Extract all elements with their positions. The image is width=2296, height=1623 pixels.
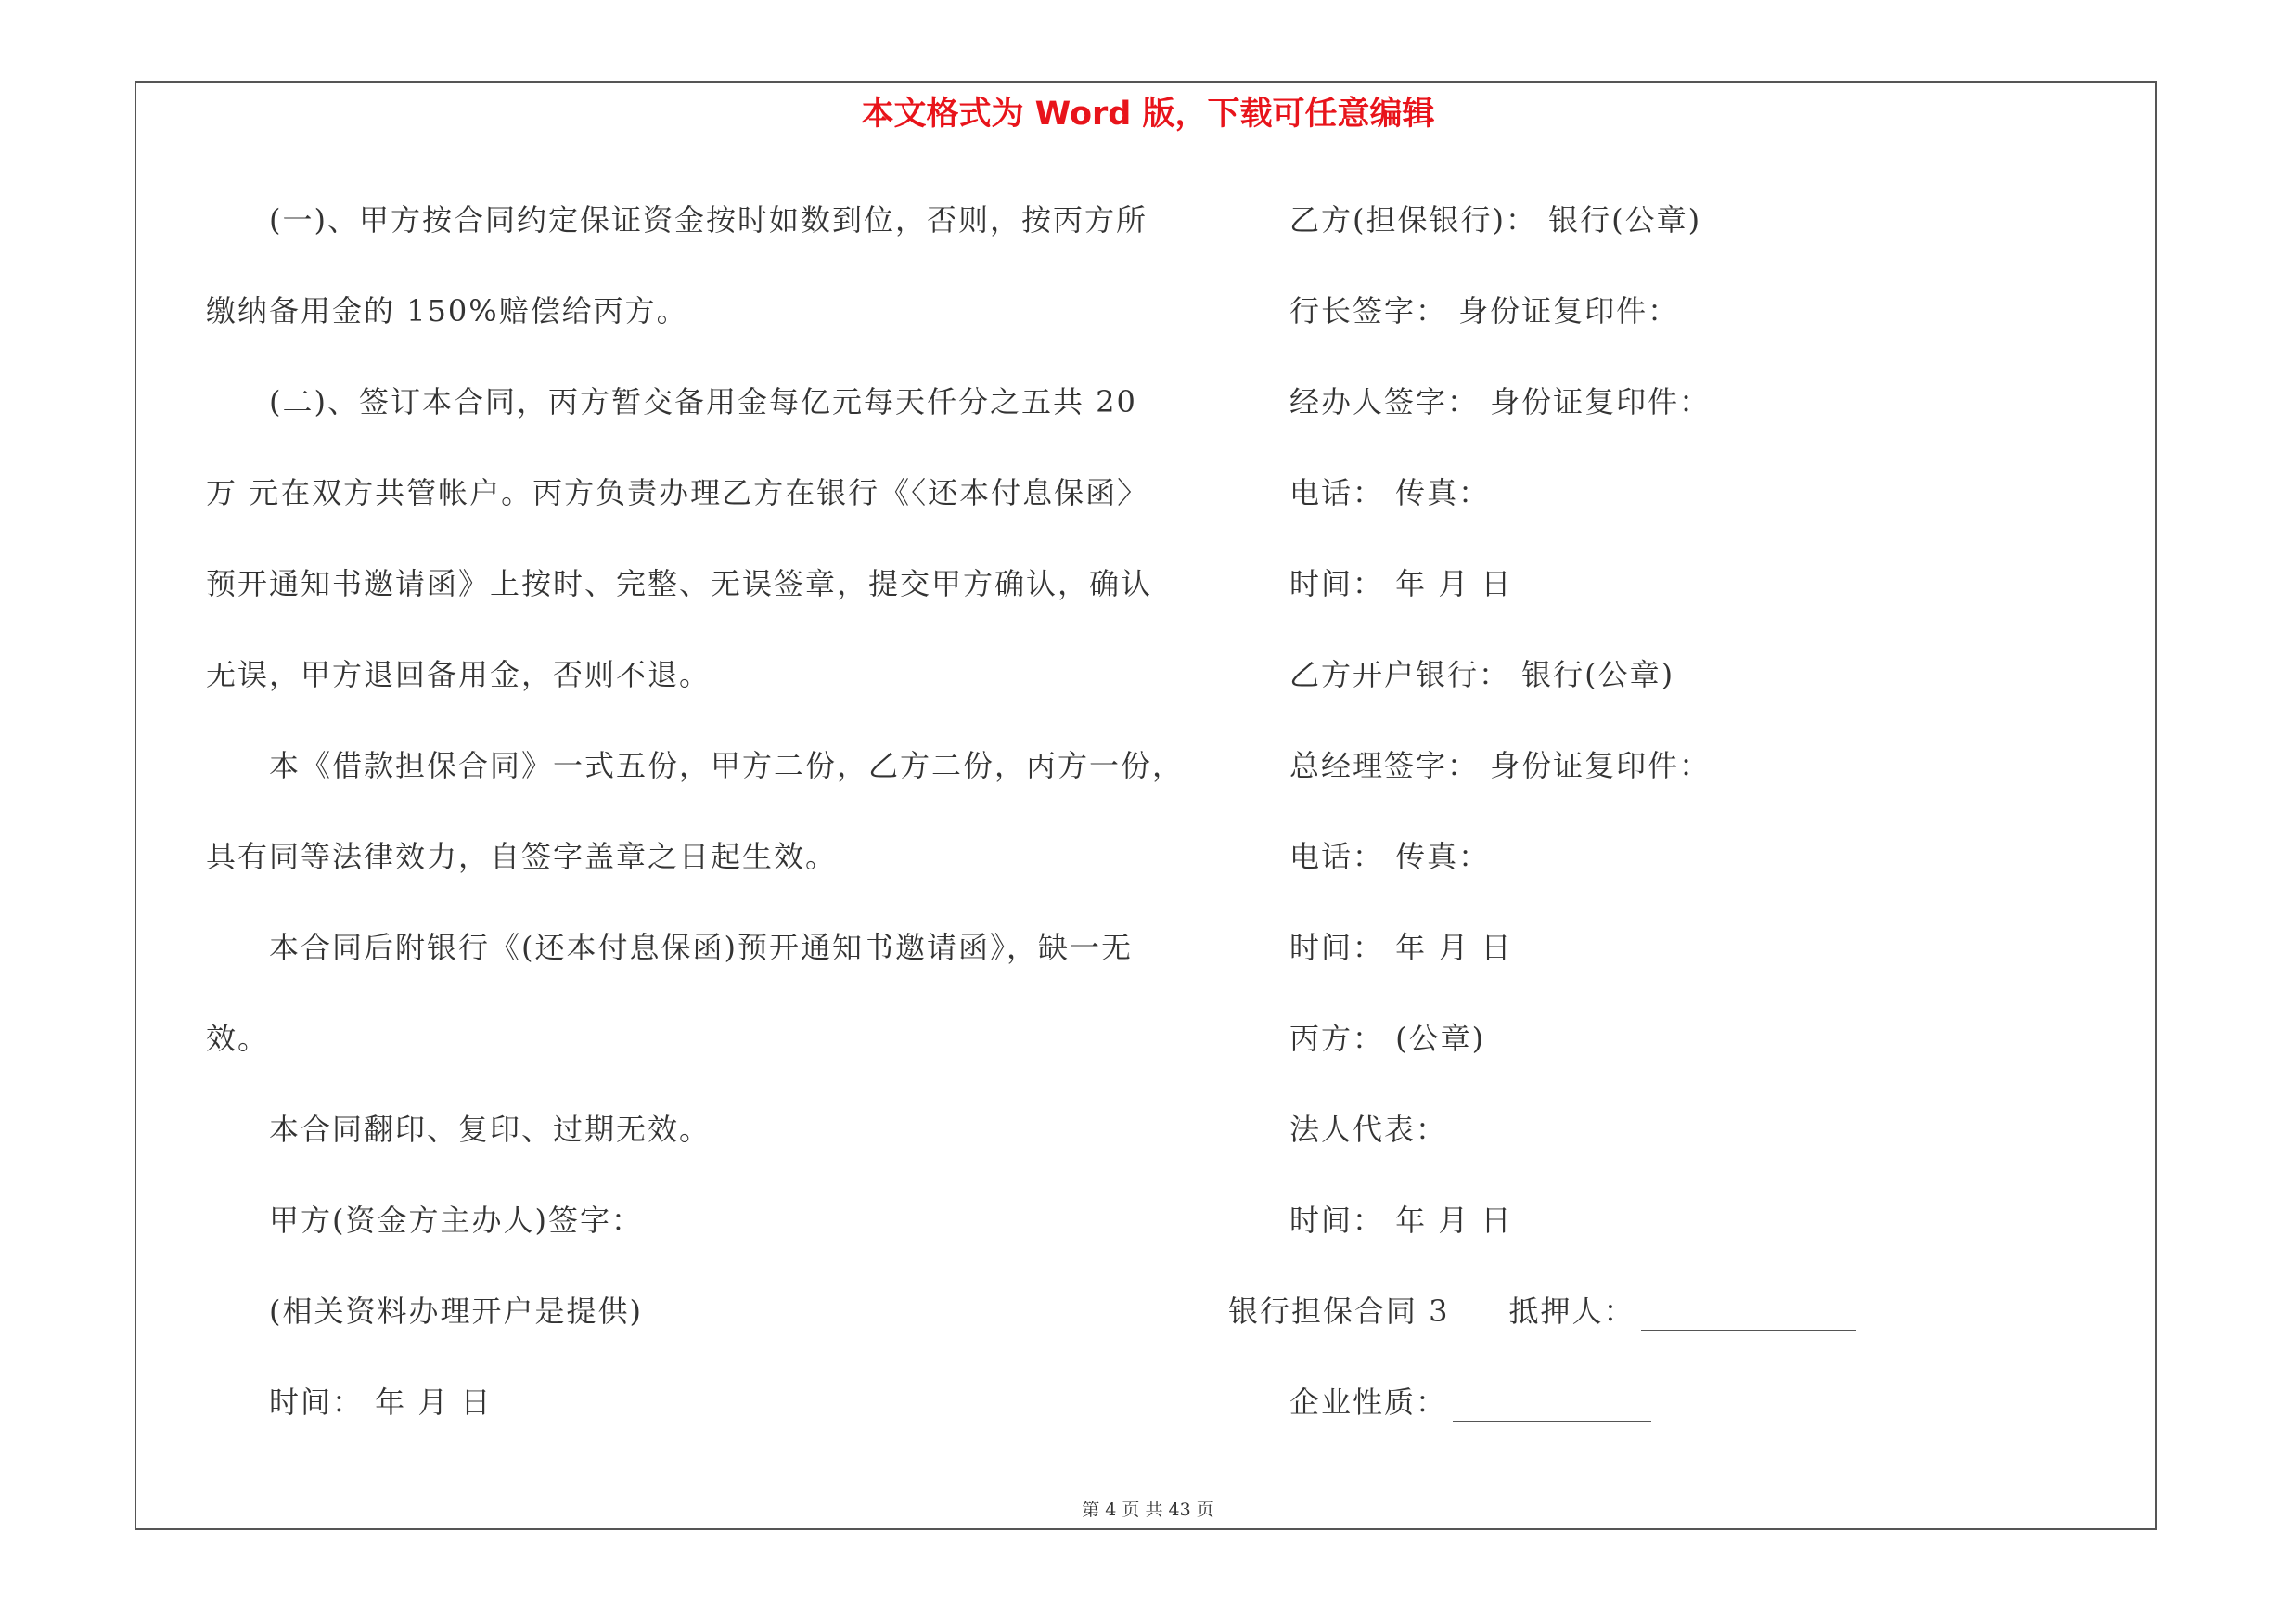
enterprise-line bbox=[1289, 1379, 1651, 1422]
date-line: 时间： 年 月 日 bbox=[1289, 566, 1513, 601]
signature-line: 乙方开户银行： 银行(公章) bbox=[1289, 657, 1675, 692]
paragraph-line: (一)、甲方按合同约定保证资金按时如数到位，否则，按丙方所 bbox=[269, 202, 1148, 238]
signature-line: 法人代表： bbox=[1289, 1112, 1448, 1147]
page-number: 第 4 页 共 43 页 bbox=[1082, 1500, 1214, 1520]
date-line: 时间： 年 月 日 bbox=[1289, 930, 1513, 965]
contact-line: 电话： 传真： bbox=[1289, 475, 1491, 510]
paragraph-line: 预开通知书邀请函》上按时、完整、无误签章，提交甲方确认，确认 bbox=[206, 566, 1153, 601]
contract-heading-line bbox=[1228, 1288, 1856, 1331]
paragraph-line: 本《借款担保合同》一式五份，甲方二份，乙方二份，丙方一份， bbox=[269, 748, 1185, 783]
signature-line: 甲方(资金方主办人)签字： bbox=[269, 1203, 643, 1238]
paragraph-line: 本合同后附银行《(还本付息保函)预开通知书邀请函》，缺一无 bbox=[269, 930, 1133, 965]
paragraph-line: 万 元在双方共管帐户。丙方负责办理乙方在银行《〈还本付息保函〉 bbox=[206, 475, 1149, 510]
paragraph-line: (二)、签订本合同，丙方暂交备用金每亿元每天仟分之五共 20 bbox=[269, 384, 1137, 419]
contract-title: 银行担保合同 3 bbox=[1228, 1294, 1450, 1329]
signature-line: 总经理签字： 身份证复印件： bbox=[1289, 748, 1712, 783]
paragraph-line: 效。 bbox=[206, 1021, 270, 1056]
paragraph-line: 本合同翻印、复印、过期无效。 bbox=[269, 1112, 712, 1147]
paragraph-line: (相关资料办理开户是提供) bbox=[269, 1294, 643, 1329]
pledger-blank bbox=[1641, 1304, 1856, 1331]
date-line: 时间： 年 月 日 bbox=[269, 1385, 493, 1420]
enterprise-blank bbox=[1453, 1395, 1651, 1422]
signature-line: 丙方： (公章) bbox=[1289, 1021, 1486, 1056]
signature-line: 经办人签字： 身份证复印件： bbox=[1289, 384, 1712, 419]
signature-line: 乙方(担保银行)： 银行(公章) bbox=[1289, 202, 1702, 238]
enterprise-label: 企业性质： bbox=[1289, 1385, 1448, 1420]
pledger-label: 抵押人： bbox=[1508, 1294, 1635, 1329]
contact-line: 电话： 传真： bbox=[1289, 839, 1491, 874]
signature-line: 行长签字： 身份证复印件： bbox=[1289, 293, 1680, 328]
paragraph-line: 无误，甲方退回备用金，否则不退。 bbox=[206, 657, 712, 692]
paragraph-line: 缴纳备用金的 150%赔偿给丙方。 bbox=[206, 293, 688, 328]
word-format-banner: 本文格式为 Word 版，下载可任意编辑 bbox=[861, 96, 1435, 133]
paragraph-line: 具有同等法律效力，自签字盖章之日起生效。 bbox=[206, 839, 838, 874]
date-line: 时间： 年 月 日 bbox=[1289, 1203, 1513, 1238]
